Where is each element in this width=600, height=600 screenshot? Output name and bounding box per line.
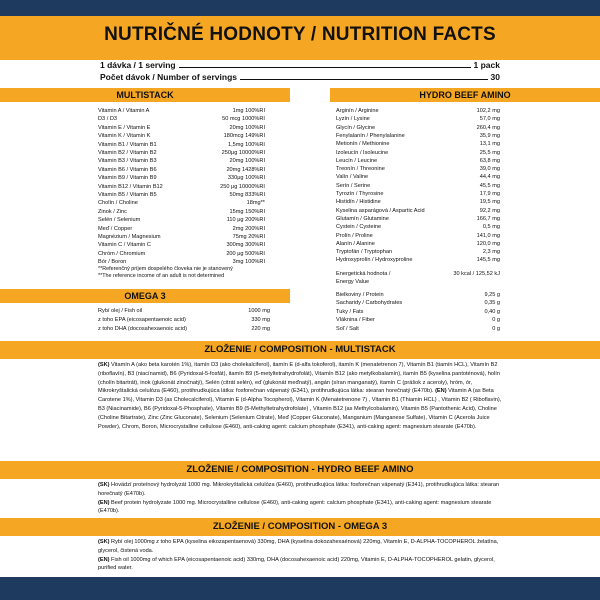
multistack-heading: MULTISTACK xyxy=(0,88,290,102)
multistack-amount: 110 μg 200%RI xyxy=(226,217,265,224)
serving-row xyxy=(100,58,500,70)
hydro-row xyxy=(336,207,500,215)
multistack-name: Vitamin B5 / Vitamin B5 xyxy=(98,192,157,198)
multistack-name: Cholín / Choline xyxy=(98,200,138,207)
multistack-row xyxy=(98,166,265,174)
hydro-name: Alanín / Alanine xyxy=(336,240,375,247)
multistack-amount: 330μg 100%RI xyxy=(227,175,265,182)
hydro-name: Izoleucín / Isoleucine xyxy=(336,149,389,156)
multistack-amount: 20mg 100%RI xyxy=(229,158,265,165)
omega3-name: z toho DHA (docosahexaenoic acid) xyxy=(98,325,187,332)
macro-amount: 0 g xyxy=(492,317,500,324)
hydro-amount: 17,9 mg xyxy=(479,191,500,197)
multistack-name: Zinok / Zinc xyxy=(98,208,127,215)
hydro-name: Prolín / Proline xyxy=(336,232,373,239)
composition-multistack-en: Vitamin A (as Beta Carotene 1%), Vitamin D3 (as Cholecalciferol), Vitamin E (d-Alpha Tocopherol), Vitamin K (Menatetrenone 7) , Vitamin B1 (Thiamin HCL) , Vitamin B2 ( Riboflavin), B3 (Niacinamide), B6 (Pyridoxal-5-Phosphate), Vitamin B9 (5-Methyltetrahydrofolate) , Vitamin B12 (as Methylcobalamin), Vitamin B5 (Pantothenic Acid), Choline (Choline Bitartrate), Zinc (Zinc Gluconate), Selenium (Selenium Citrate), Meď (Copper Gluconate), Manganium (Manganese Sulfate), Vitamin C (Acerola Juice Powder), Chrom, Boron, Microcrystalline cellulose (E460), anti-caking agent: calcium phosphate (E341), anti-caking agent: magnesium stearate (E470b). xyxy=(98,388,502,430)
multistack-amount: 3mg 100%RI xyxy=(232,259,265,266)
omega3-amount: 220 mg xyxy=(251,325,270,332)
hydro-name: Leucín / Leucine xyxy=(336,157,378,164)
energy-label: Energetická hodnota / xyxy=(336,271,391,277)
multistack-row xyxy=(98,132,265,140)
multistack-row xyxy=(98,216,265,224)
multistack-name: Selén / Selenium xyxy=(98,217,141,224)
hydro-name: Valín / Valine xyxy=(336,174,369,181)
lang-tag-en: (EN) xyxy=(98,556,110,563)
hydro-row xyxy=(336,165,500,173)
macro-row xyxy=(336,291,500,299)
hydro-name: Arginín / Arginine xyxy=(336,108,379,114)
hydro-amount: 120,0 mg xyxy=(476,240,500,247)
macro-name: Vláknina / Fiber xyxy=(336,317,375,324)
hydro-row xyxy=(336,248,500,256)
multistack-row xyxy=(98,191,265,199)
hydro-amount: 141,0 mg xyxy=(476,232,500,239)
macro-name: Bielkoviny / Protein xyxy=(336,292,384,298)
lang-tag-sk: (SK) xyxy=(98,362,110,368)
hydro-row xyxy=(336,190,500,198)
hydro-row xyxy=(336,157,500,165)
hydro-amount: 44,4 mg xyxy=(479,174,500,181)
multistack-row xyxy=(98,199,265,207)
multistack-name: D3 / D3 xyxy=(98,116,117,123)
hydro-row xyxy=(336,198,500,206)
hydro-amount: 57,0 mg xyxy=(479,116,500,123)
hydro-name: Histidín / Histidine xyxy=(336,199,381,206)
serving-label: 1 dávka / 1 serving xyxy=(100,60,176,70)
hydro-name: Glutamín / Glutamine xyxy=(336,215,389,222)
dotted-line xyxy=(179,67,471,68)
composition-multistack-text xyxy=(98,361,508,431)
macro-name: Sacharidy / Carbohydrates xyxy=(336,300,403,307)
hydro-amount: 25,5 mg xyxy=(479,149,500,156)
multistack-amount: 1,5mg 100%RI xyxy=(227,141,265,148)
multistack-amount: 300mg 300%RI xyxy=(226,242,265,249)
multistack-row xyxy=(98,107,265,115)
multistack-row xyxy=(98,149,265,157)
macro-row xyxy=(336,308,500,316)
multistack-name: Meď / Copper xyxy=(98,225,133,232)
multistack-amount: 250 μg 10000%RI xyxy=(220,183,265,190)
omega3-name: Rybí olej / Fish oil xyxy=(98,308,143,314)
hydro-amount: 45,5 mg xyxy=(479,182,500,189)
omega3-row xyxy=(98,316,270,324)
hydro-name: Metionín / Methionine xyxy=(336,141,390,148)
multistack-name: Chróm / Chromium xyxy=(98,250,146,257)
multistack-amount: 1mg 100%RI xyxy=(232,108,265,114)
multistack-amount: 250μg 10000%RI xyxy=(221,150,265,156)
omega3-amount: 1000 mg xyxy=(248,308,270,314)
multistack-note-en: **The reference income of an adult is not determined xyxy=(98,273,225,279)
macro-name: Tuky / Fats xyxy=(336,308,364,315)
hydro-amount: 0,5 mg xyxy=(482,224,500,231)
lang-tag-en: (EN) xyxy=(435,388,447,395)
composition-omega-en: Fish oil 1000mg of which EPA (eicosapentaenoic acid) 330mg, DHA (docosahexaenoic acid) 220mg, Vitamin E, D-ALPHA-TOCOPHEROL gelatin, glycerol, purified water. xyxy=(98,556,495,572)
hydro-row xyxy=(336,124,500,132)
hydro-row xyxy=(336,107,500,115)
hydro-amount: 260,4 mg xyxy=(476,124,500,131)
multistack-amount: 18mg** xyxy=(246,200,265,207)
multistack-row xyxy=(98,208,265,216)
multistack-name: Vitamin B1 / Vitamin B1 xyxy=(98,141,157,148)
top-navy-bar xyxy=(0,0,600,16)
hydro-row xyxy=(336,240,500,248)
servings-count-row xyxy=(100,70,500,82)
multistack-row xyxy=(98,183,265,191)
hydro-name: Cystein / Cysteine xyxy=(336,224,382,231)
composition-omega-sk: Rybí olej 1000mg z toho EPA (kyselina eikozapentaenová) 330mg, DHA (kyselina dokozahexaénová) 220mg, Vitamín E, D-ALPHA-TOCOPHEROL želatína, glycerol, čistená voda. xyxy=(98,539,499,554)
multistack-name: Vitamin B9 / Vitamin B9 xyxy=(98,175,157,182)
lang-tag-en: (EN) xyxy=(98,499,110,506)
hydro-amount: 166,7 mg xyxy=(476,215,500,222)
hydro-name: Serín / Serine xyxy=(336,182,371,189)
hydro-row xyxy=(336,115,500,123)
multistack-row xyxy=(98,157,265,165)
hydro-name: Kyselina asparágová / Aspartic Acid xyxy=(336,207,425,214)
multistack-amount: 20mg 1428%RI xyxy=(226,166,265,173)
hydro-row xyxy=(336,256,500,264)
hydro-row xyxy=(336,140,500,148)
servings-count-value: 30 xyxy=(490,72,500,82)
composition-hydro-sk: Hovädzí proteínový hydrolyzát 1000 mg. Mikrokryštalická celulóza (E460), protihrudkujúca látka: fosforečnan vápenatý (E341), protihrudkujúca látka: stearan horečnatý (E470b). xyxy=(98,482,500,497)
hydro-amount: 39,0 mg xyxy=(479,166,500,173)
energy-value: 30 kcal / 125,52 kJ xyxy=(453,271,500,277)
hydro-row xyxy=(336,173,500,181)
hydro-amount: 145,5 mg xyxy=(476,257,500,264)
multistack-amount: 50mg 833%RI xyxy=(229,192,265,198)
multistack-name: Vitamin E / Vitamin E xyxy=(98,124,151,131)
multistack-name: Vitamin K / Vitamin K xyxy=(98,133,151,140)
multistack-amount: 50 mcg 1000%RI xyxy=(222,116,265,123)
composition-omega-heading: ZLOŽENIE / COMPOSITION - OMEGA 3 xyxy=(0,518,600,536)
macro-amount: 0,35 g xyxy=(484,300,500,307)
hydro-amount: 102,2 mg xyxy=(476,108,500,114)
multistack-row xyxy=(98,115,265,123)
hydro-row xyxy=(336,132,500,140)
energy-row xyxy=(336,270,500,278)
omega3-amount: 330 mg xyxy=(251,316,270,323)
hydro-amount: 13,1 mg xyxy=(479,141,500,148)
macro-row xyxy=(336,299,500,307)
hydro-name: Glycín / Glycine xyxy=(336,124,376,131)
multistack-name: Vitamin B3 / Vitamin B3 xyxy=(98,158,157,165)
lang-tag-sk: (SK) xyxy=(98,539,110,545)
composition-multistack-heading: ZLOŽENIE / COMPOSITION - MULTISTACK xyxy=(0,341,600,359)
macro-amount: 9,25 g xyxy=(484,292,500,298)
omega3-row xyxy=(98,325,270,333)
composition-hydro-heading: ZLOŽENIE / COMPOSITION - HYDRO BEEF AMINO xyxy=(0,461,600,479)
multistack-row xyxy=(98,174,265,182)
hydro-row xyxy=(336,149,500,157)
hydro-row xyxy=(336,182,500,190)
multistack-amount: 180mcg 149%RI xyxy=(223,133,265,140)
hydro-row xyxy=(336,215,500,223)
multistack-note-sk: **Referenčný príjem dospelého človeka nie je stanovený xyxy=(98,266,233,272)
hydro-name: Lyzín / Lysine xyxy=(336,116,370,123)
serving-value: 1 pack xyxy=(473,60,500,70)
omega3-heading: OMEGA 3 xyxy=(0,289,290,303)
hydro-amount: 2,3 mg xyxy=(482,249,500,256)
multistack-row xyxy=(98,141,265,149)
multistack-amount: 75mg 20%RI xyxy=(232,234,265,240)
multistack-amount: 15mg 150%RI xyxy=(229,208,265,215)
energy-label-en: Energy Value xyxy=(336,279,370,285)
composition-hydro-text xyxy=(98,481,508,516)
macro-row xyxy=(336,316,500,324)
composition-hydro-en: Beef protein hydrolyzate 1000 mg. Microcrystalline cellulose (E460), anti-caking agent: calcium phosphate (E341), anti-caking agent: magnesium stearate (E470b). xyxy=(98,499,492,515)
macro-name: Soľ / Salt xyxy=(336,325,359,332)
hydro-name: Tryptofán / Tryptophan xyxy=(336,249,393,256)
multistack-name: Vitamin B2 / Vitamin B2 xyxy=(98,150,157,156)
omega3-name: z toho EPA (eicosapentaenoic acid) xyxy=(98,316,186,323)
multistack-name: Vitamin B6 / Vitamin B6 xyxy=(98,166,157,173)
multistack-row xyxy=(98,225,265,233)
hydro-row xyxy=(336,223,500,231)
hydro-heading: HYDRO BEEF AMINO xyxy=(330,88,600,102)
multistack-row xyxy=(98,124,265,132)
composition-omega-text xyxy=(98,538,508,573)
hydro-amount: 19,5 mg xyxy=(479,199,500,206)
hydro-name: Tyrozín / Thyrosine xyxy=(336,191,384,197)
lang-tag-sk: (SK) xyxy=(98,482,110,488)
multistack-name: Vitamin B12 / Vitamin B12 xyxy=(98,183,163,190)
multistack-amount: 2mg 200%RI xyxy=(232,225,265,232)
hydro-amount: 35,9 mg xyxy=(479,132,500,139)
hydro-name: Treonín / Threonine xyxy=(336,166,385,173)
hydro-amount: 92,2 mg xyxy=(479,207,500,214)
energy-row-en xyxy=(336,278,500,286)
composition-multistack-sk: Vitamín A (ako beta karotén 1%), itamín D3 (ako cholekalciferol), itamín E (d-alfa tokoferol), itamín K (menatetrenon 7), Vitamín B1 (tiamín HCL), Vitamín B2 (riboflavín), B3 (niacínamid), B6 (Pyridoxal-5-fosfát), itamín B9 (5-metyltetrahydrofolát), Vitamín B12 (ako metylkobalamín), itamín B5 (kyselina pantoténová), holín (cholín bitartrát), inok (glukonát zinočnatý), Selén (citrát selén), eď (glukonát meďnatý), angán (síran manganatý), itamín C (prášok z aceroly), hróm, ór, Mikrokryštalická celulóza (E460), protihrudkujúca látka: fosforečnan vápenatý (E341), protihrudkujúca látka: stearan horečnatý (E470b). xyxy=(98,362,500,395)
omega3-row xyxy=(98,307,270,315)
multistack-row xyxy=(98,250,265,258)
multistack-amount: 200 μg 500%RI xyxy=(226,250,265,257)
dotted-line xyxy=(240,79,488,80)
macro-amount: 0 g xyxy=(492,325,500,332)
multistack-name: Vitamin A / Vitamin A xyxy=(98,108,150,114)
macro-row xyxy=(336,325,500,333)
servings-count-label: Počet dávok / Number of servings xyxy=(100,72,237,82)
hydro-amount: 63,8 mg xyxy=(479,157,500,164)
multistack-row xyxy=(98,258,265,266)
hydro-row xyxy=(336,232,500,240)
page-title: NUTRIČNÉ HODNOTY / NUTRITION FACTS xyxy=(104,24,496,45)
macro-amount: 0,40 g xyxy=(484,308,500,315)
bottom-navy-bar xyxy=(0,577,600,600)
multistack-name: Vitamin C / Vitamin C xyxy=(98,242,151,249)
hydro-name: Fenylalanín / Phenylalanine xyxy=(336,132,405,139)
multistack-amount: 20mg 100%RI xyxy=(229,124,265,131)
multistack-name: Magnézium / Magnesium xyxy=(98,234,161,240)
hydro-name: Hydroxyprolín / Hydroxyproline xyxy=(336,257,413,264)
multistack-row xyxy=(98,241,265,249)
multistack-name: Bór / Boron xyxy=(98,259,127,266)
multistack-row xyxy=(98,233,265,241)
